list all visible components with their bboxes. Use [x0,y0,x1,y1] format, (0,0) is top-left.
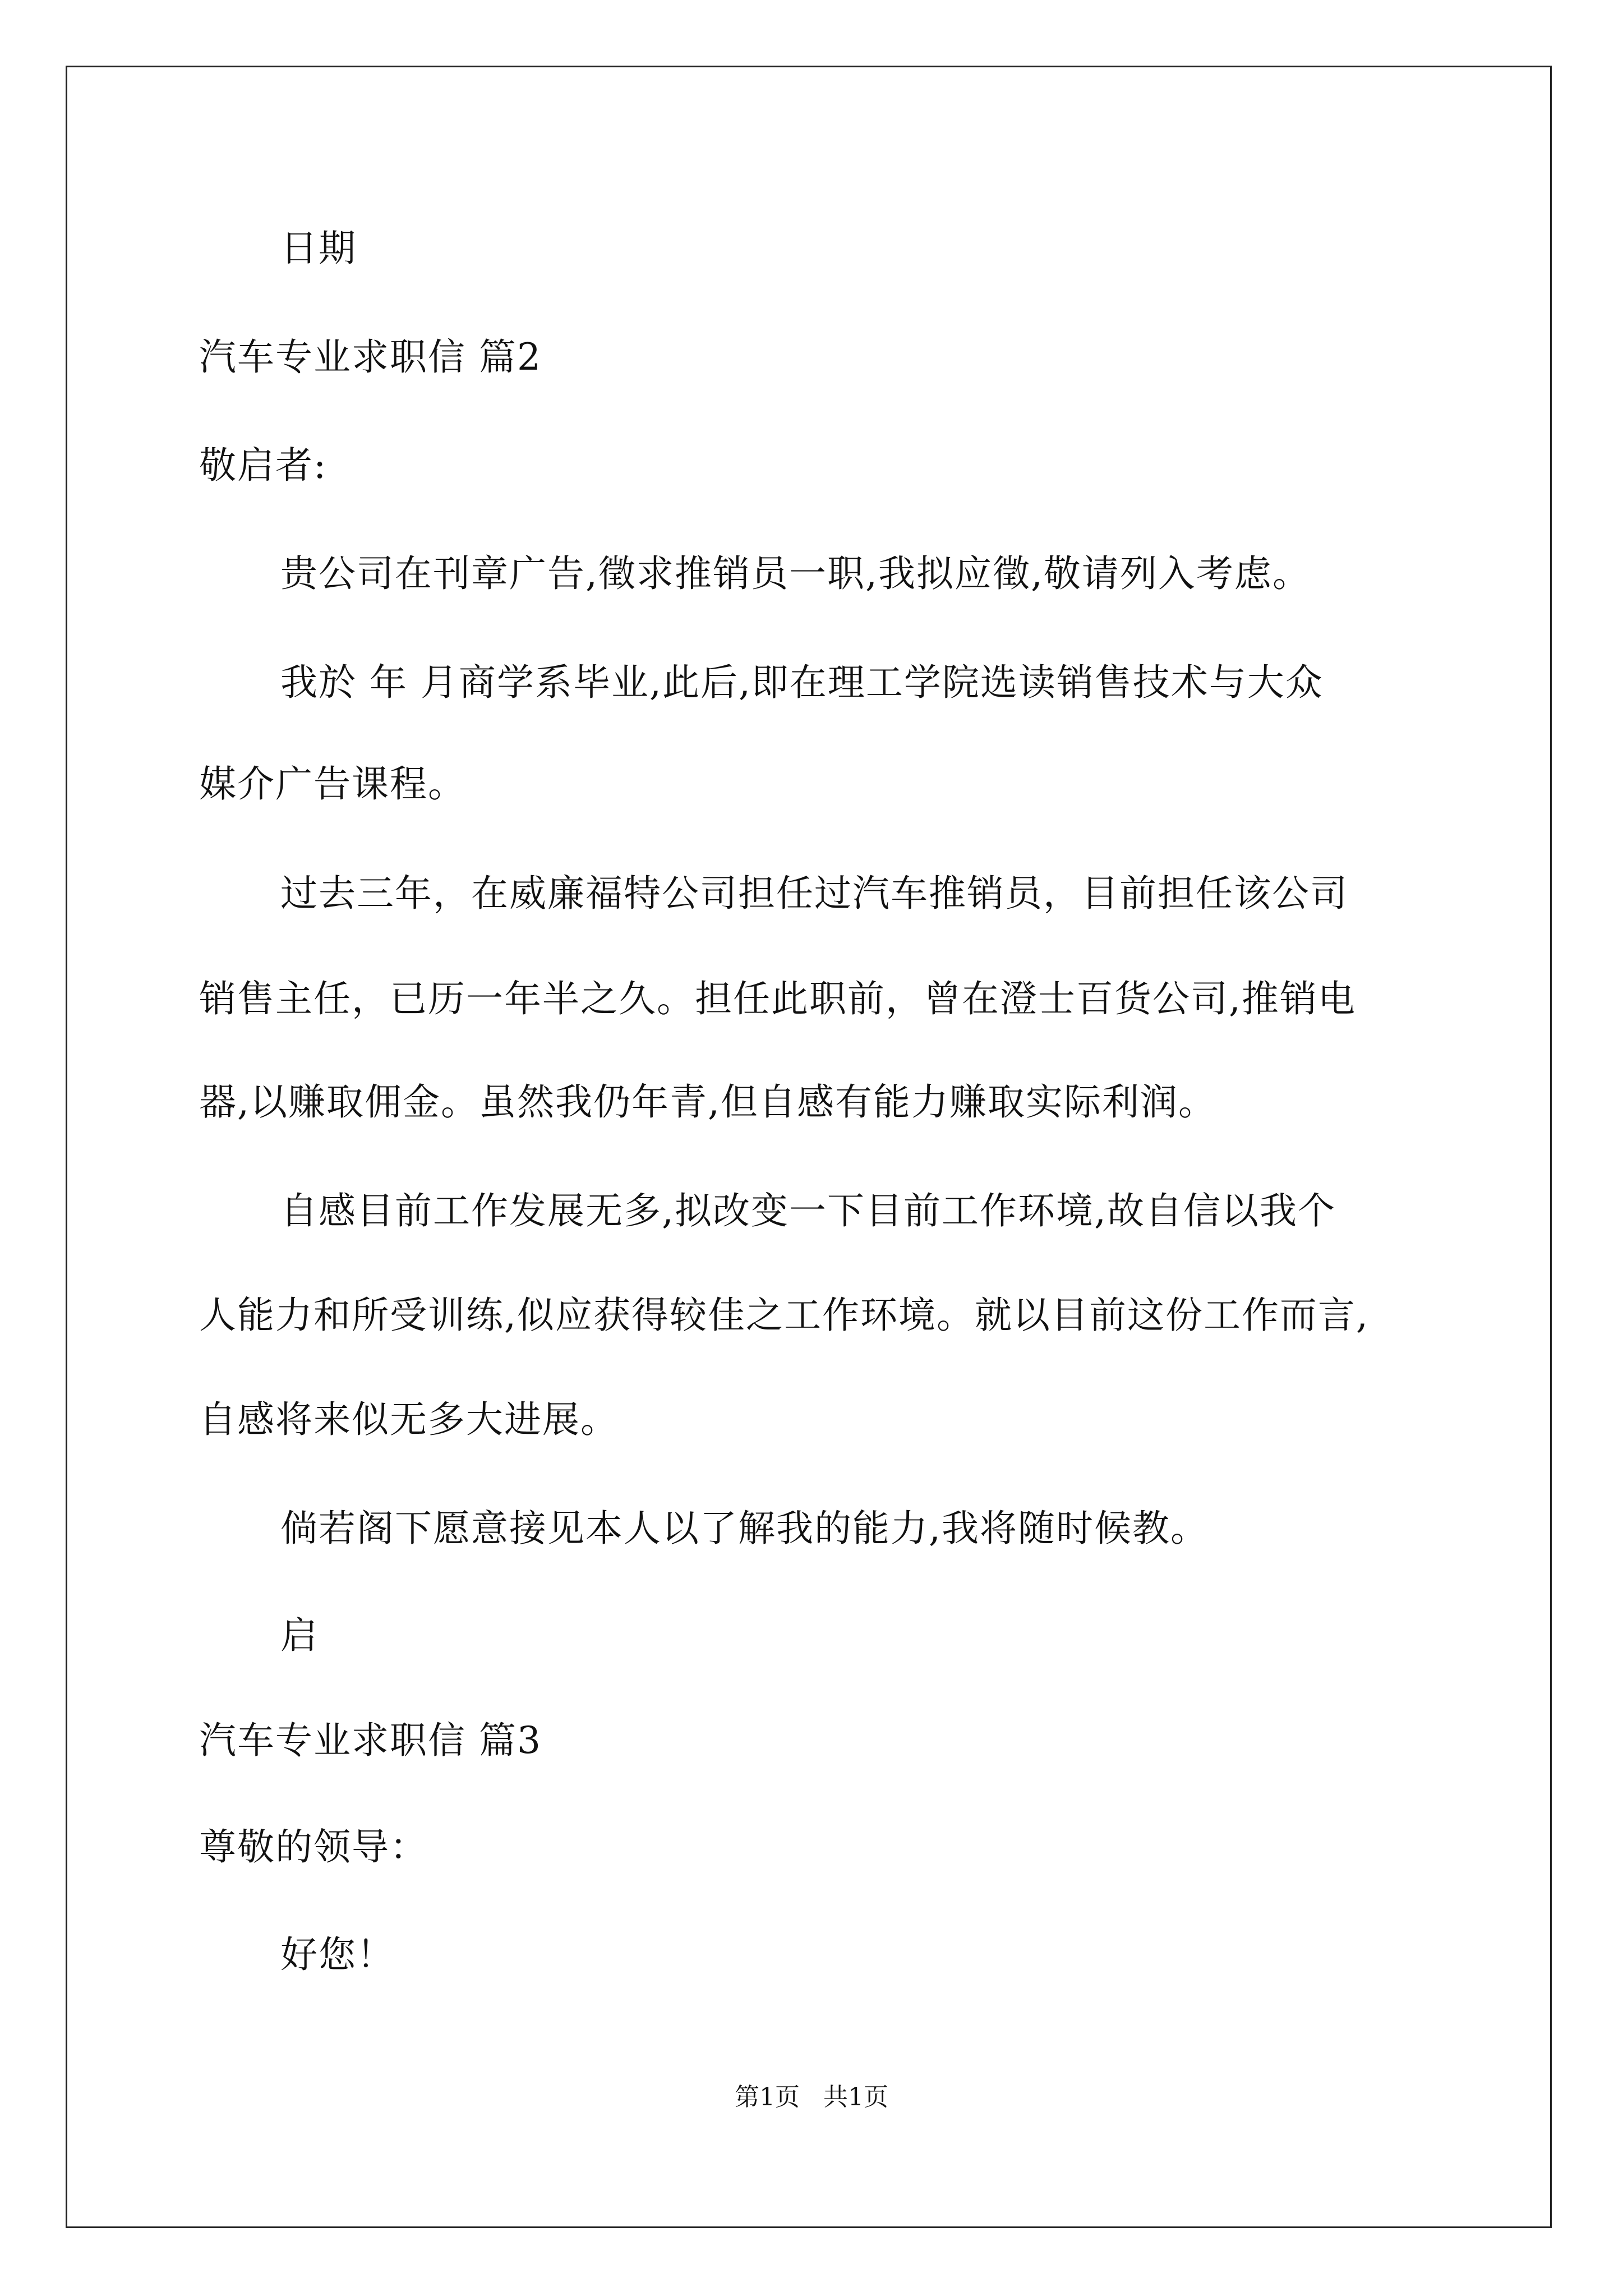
paragraph-line: 倘若阁下愿意接见本人以了解我的能力,我将随时候教。 [280,1507,1209,1550]
page-frame [66,66,1552,2228]
closing-line: 启 [280,1614,319,1657]
paragraph-line: 媒介广告课程。 [199,762,466,806]
paragraph-line: 贵公司在刊章广告,徵求推销员一职,我拟应徵,敬请列入考虑。 [280,552,1311,595]
paragraph-line: 过去三年，在威廉福特公司担任过汽车推销员，目前担任该公司 [280,872,1348,915]
paragraph-line: 我於 年 月商学系毕业,此后,即在理工学院选读销售技术与大众 [280,661,1324,704]
date-line: 日期 [280,227,357,270]
salutation: 尊敬的领导： [199,1825,428,1869]
section-heading-2: 汽车专业求职信 篇2 [199,335,542,379]
paragraph-line: 人能力和所受训练,似应获得较佳之工作环境。就以目前这份工作而言, [199,1294,1369,1337]
greeting-line: 好您！ [280,1933,395,1976]
page-footer: 第1页 共1页 [735,2083,888,2111]
paragraph-line: 销售主任，已历一年半之久。担任此职前，曾在澄士百货公司,推销电 [199,977,1356,1020]
salutation: 敬启者: [199,444,328,487]
paragraph-line: 器,以赚取佣金。虽然我仍年青,但自感有能力赚取实际利润。 [199,1080,1216,1124]
section-heading-3: 汽车专业求职信 篇3 [199,1719,542,1762]
paragraph-line: 自感目前工作发展无多,拟改变一下目前工作环境,故自信以我个 [280,1189,1336,1232]
paragraph-line: 自感将来似无多大进展。 [199,1398,619,1441]
